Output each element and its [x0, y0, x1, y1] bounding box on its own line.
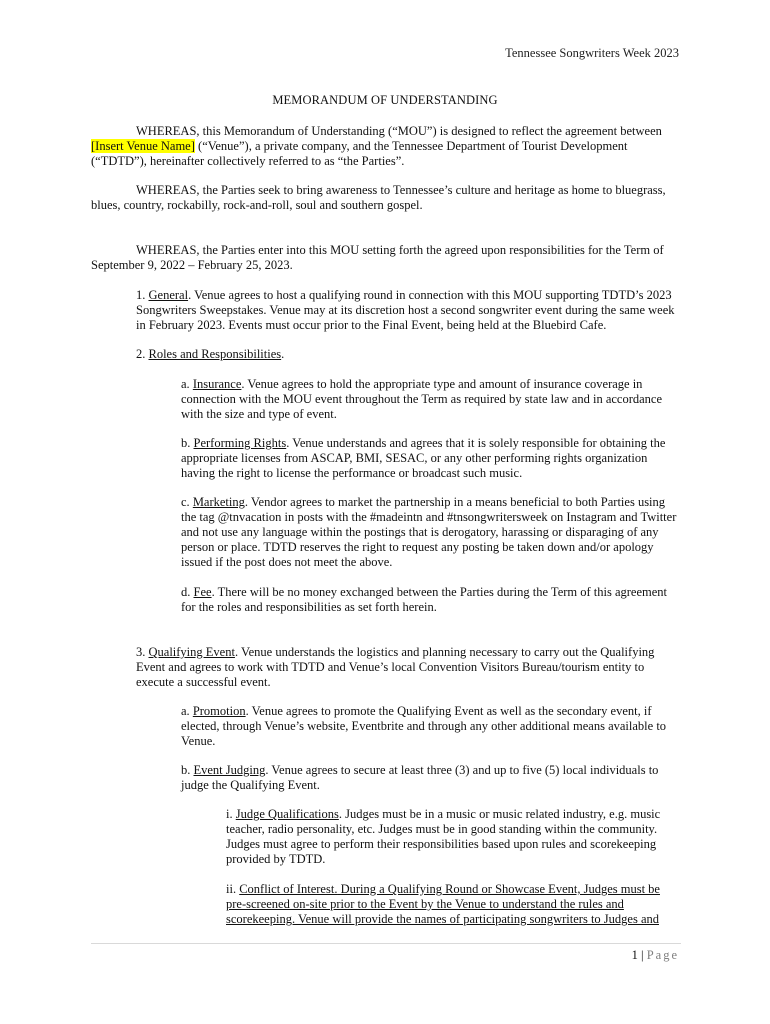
- page-number: 1: [631, 948, 638, 962]
- section-3a-promotion: a. Promotion. Venue agrees to promote the Qualifying Event as well as the secondary event, if elected, through Venue’s website, Eventbrite and through any other additional means available to Venue.: [181, 704, 667, 748]
- section-heading: General: [148, 288, 189, 302]
- section-3b-event-judging: b. Event Judging. Venue agrees to secure at least three (3) and up to five (5) local individuals to judge the Qualifying Event.: [181, 763, 659, 792]
- whereas-paragraph-1: WHEREAS, this Memorandum of Understanding (“MOU”) is designed to reflect the agreement between [Insert Venue Name] (“Venue”), a private company, and the Tennessee Department of Tourist Development (“TDTD”), hereinafter collectively referred to as “the Parties”.: [91, 124, 662, 168]
- section-2a-insurance: a. Insurance. Venue agrees to hold the appropriate type and amount of insurance coverage in connection with the MOU event throughout the Term as required by state law and in accordance with the size and type of event.: [181, 377, 663, 421]
- section-heading: Roles and Responsibilities: [148, 347, 282, 361]
- section-heading: Conflict of Interest.: [239, 882, 338, 896]
- footer-divider: [91, 943, 681, 944]
- section-1-general: 1. General. Venue agrees to host a qualifying round in connection with this MOU supporting TDTD’s 2023 Songwriters Sweepstakes. Venue may at its discretion host a second songwriter event during the same week in February 2023. Events must occur prior to the Final Event, being held at the Bluebird Cafe.: [136, 288, 675, 332]
- section-3bi-judge-qualifications: i. Judge Qualifications. Judges must be in a music or music related industry, e.g. music teacher, radio personality, etc. Judges must be in good standing within the community. Judges must agree to perform their responsibilities based upon rules and scorekeeping provided by TDTD.: [226, 807, 661, 866]
- document-title: MEMORANDUM OF UNDERSTANDING: [272, 93, 498, 107]
- section-heading: Performing Rights: [193, 436, 287, 450]
- section-heading: Event Judging: [193, 763, 266, 777]
- section-2c-marketing: c. Marketing. Vendor agrees to market the partnership in a means beneficial to both Parties using the tag @tnvacation in posts with the #madeintn and #tnsongwritersweek on Instagram and Twitter and not use any language within the postings that is derogatory, harassing or disparaging of any person or place. TDTD reserves the right to request any posting be taken down and/or apology issued if the post does not meet the above.: [181, 495, 677, 569]
- section-2-roles: 2. Roles and Responsibilities.: [136, 347, 285, 361]
- section-2d-fee: d. Fee. There will be no money exchanged between the Parties during the Term of this agreement for the roles and responsibilities as set forth herein.: [181, 585, 668, 614]
- running-header: Tennessee Songwriters Week 2023: [505, 46, 679, 60]
- whereas-paragraph-3: WHEREAS, the Parties enter into this MOU setting forth the agreed upon responsibilities for the Term of September 9, 2022 – February 25, 2023.: [91, 243, 664, 272]
- venue-name-placeholder: [Insert Venue Name]: [91, 139, 195, 153]
- section-heading: Fee: [193, 585, 212, 599]
- section-3bii-conflict-of-interest: ii. Conflict of Interest. During a Qualifying Round or Showcase Event, Judges must be pre-screened on-site prior to the Event by the Venue to understand the rules and scorekeeping. Venue will provide the names of participating songwriters to Judges and: [226, 882, 660, 926]
- whereas-paragraph-2: WHEREAS, the Parties seek to bring awareness to Tennessee’s culture and heritage as home to bluegrass, blues, country, rockabilly, rock-and-roll, soul and southern gospel.: [91, 183, 666, 212]
- section-heading: Judge Qualifications: [235, 807, 339, 821]
- section-heading: Insurance: [192, 377, 242, 391]
- section-heading: Qualifying Event: [148, 645, 235, 659]
- section-heading: Marketing: [192, 495, 245, 509]
- section-heading: Promotion: [192, 704, 246, 718]
- section-3-qualifying-event: 3. Qualifying Event. Venue understands the logistics and planning necessary to carry out the Qualifying Event and agrees to work with TDTD and Venue’s local Convention Visitors Bureau/tourism entity to execute a successful event.: [136, 645, 655, 689]
- page-label: Page: [646, 948, 679, 962]
- page-footer: 1 | Page: [631, 948, 679, 962]
- section-2b-performing-rights: b. Performing Rights. Venue understands and agrees that it is solely responsible for obtaining the appropriate licenses from ASCAP, BMI, SESAC, or any other performing rights organization having the right to license the performance or broadcast such music.: [181, 436, 666, 480]
